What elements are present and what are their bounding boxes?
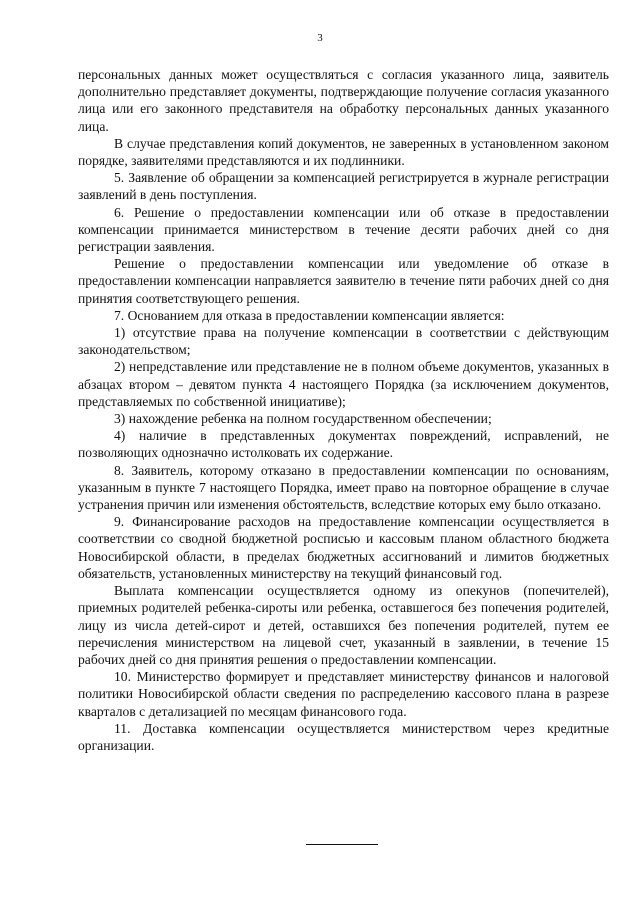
paragraph-item-7-4: 4) наличие в представленных документах повреждений, исправлений, не позволяющих однозначно истолковать их содержание. [78,428,609,461]
paragraph-personal-data-continuation: персональных данных может осуществляться с согласия указанного лица, заявитель дополнительно представляет документы, подтверждающие получение согласия указанного лица или его законного представителя на обработку персональных данных указанного лица. [78,67,609,134]
paragraph-item-7-2: 2) непредставление или представление не в полном объеме документов, указанных в абзацах втором – девятом пункта 4 настоящего Порядка (за исключением документов, представляемых по собственной инициативе); [78,359,609,409]
paragraph-item-6: 6. Решение о предоставлении компенсации или об отказе в предоставлении компенсации принимается министерством в течение десяти рабочих дней со дня регистрации заявления. [78,204,609,255]
paragraph-item-9: 9. Финансирование расходов на предоставление компенсации осуществляется в соответствии со сводной бюджетной росписью и кассовым планом областного бюджета Новосибирской области, в пределах бюджетных ассигнований и лимитов бюджетных обязательств, установленных министерству на текущий финансовый год. [78,514,609,581]
paragraph-item-7-3: 3) нахождение ребенка на полном государственном обеспечении; [114,411,492,427]
paragraph-decision-notice: Решение о предоставлении компенсации или уведомление об отказе в предоставлении компенсации направляется заявителю в течение пяти рабочих дней со дня принятия соответствующего решения. [78,256,609,306]
document-body [78,66,609,754]
paragraph-item-11: 11. Доставка компенсации осуществляется министерством через кредитные организации. [78,720,609,753]
paragraph-item-5: 5. Заявление об обращении за компенсацией регистрируется в журнале регистрации заявлений в день поступления. [78,170,609,203]
paragraph-item-7-1: 1) отсутствие права на получение компенсации в соответствии с действующим законодательством; [78,325,609,358]
paragraph-payment: Выплата компенсации осуществляется одному из опекунов (попечителей), приемных родителей ребенка-сироты или ребенка, оставшегося без попечения родителей, лицу из числа детей-сирот и детей, оставшихся без попечения родителей, путем ее перечисления министерством на лицевой счет, указанный в заявлении, в течение 15 рабочих дней со дня принятия решения о предоставлении компенсации. [78,583,609,667]
paragraph-document-copies: В случае представления копий документов, не заверенных в установленном законом порядке, заявителями представляются и их подлинники. [78,135,609,169]
page-number: 3 [317,32,323,44]
paragraph-item-10: 10. Министерство формирует и представляет министерству финансов и налоговой политики Новосибирской области сведения по распределению кассового плана в разрезе кварталов с детализацией по месяцам финансового года. [78,669,609,719]
paragraph-item-8: 8. Заявитель, которому отказано в предоставлении компенсации по основаниям, указанным в пункте 7 настоящего Порядка, имеет право на повторное обращение в случае устранения причин или изменения обстоятельств, вследствие которых ему было отказано. [78,462,609,513]
paragraph-item-7: 7. Основанием для отказа в предоставлении компенсации является: [114,307,505,323]
closing-rule [306,844,378,845]
